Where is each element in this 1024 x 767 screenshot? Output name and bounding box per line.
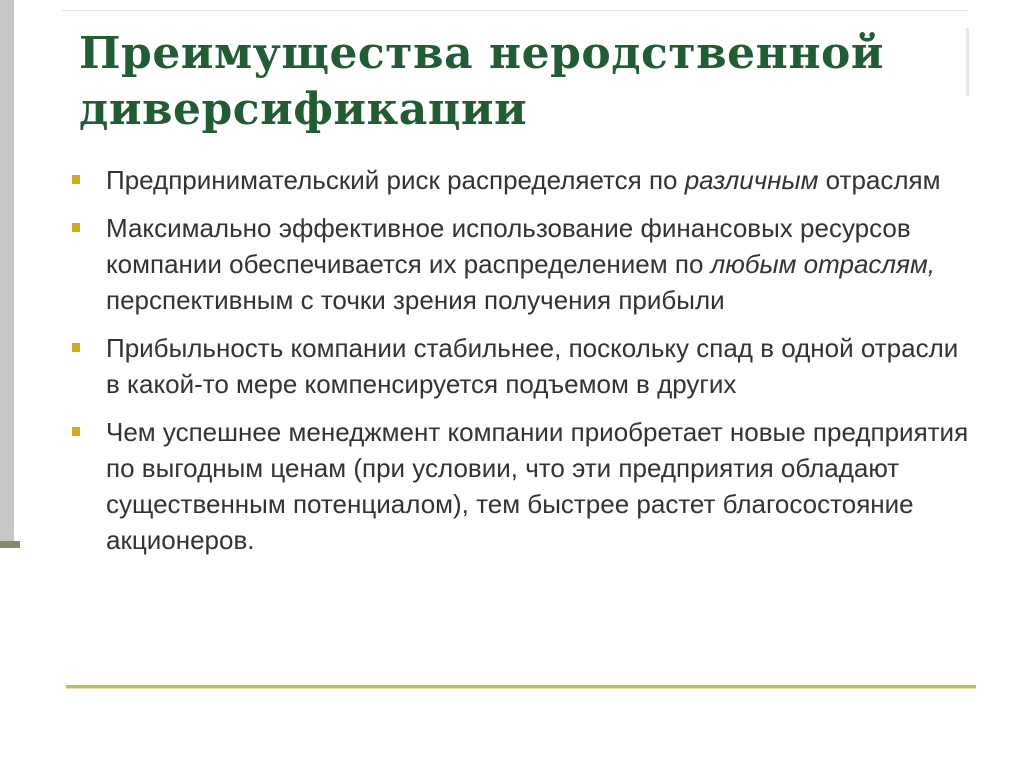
slide-title-line-2: диверсификации xyxy=(79,84,528,135)
square-bullet-icon xyxy=(72,427,80,436)
bullet-item xyxy=(72,162,972,198)
bullet-text-after: отраслям xyxy=(818,165,941,195)
bullet-text-before: Прибыльность компании стабильнее, поскольку спад в одной отрасли в какой-то мере компенсируется подъемом в других xyxy=(106,333,959,399)
bullet-text-emphasis: различным xyxy=(684,165,819,195)
bullet-list xyxy=(72,162,972,570)
bullet-text-before: Максимально эффективное использование финансовых ресурсов компании обеспечивается их распределением по xyxy=(106,213,911,279)
bullet-item xyxy=(72,414,972,558)
left-side-bar-base xyxy=(0,541,20,548)
bullet-text xyxy=(106,417,968,555)
title-top-rule xyxy=(62,10,968,11)
square-bullet-icon xyxy=(72,343,80,352)
bottom-rule-shadow xyxy=(66,688,976,689)
square-bullet-icon xyxy=(72,175,80,184)
bullet-text xyxy=(106,213,935,315)
bullet-text-before: Чем успешнее менеджмент компании приобретает новые предприятия по выгодным ценам (при условии, что эти предприятия обладают существенным потенциалом), тем быстрее растет благосостояние акционеров. xyxy=(106,417,969,555)
bullet-item xyxy=(72,330,972,402)
bullet-text xyxy=(106,165,941,195)
slide-title xyxy=(79,26,979,138)
left-side-bar xyxy=(0,0,14,548)
square-bullet-icon xyxy=(72,223,80,232)
slide-title-line-1: Преимущества неродственной xyxy=(79,28,885,79)
bullet-text-before: Предпринимательский риск распределяется по xyxy=(106,165,685,195)
bullet-text xyxy=(106,333,958,399)
bullet-text-emphasis: любым отраслям, xyxy=(710,249,936,279)
bullet-item xyxy=(72,210,972,318)
bullet-text-after: перспективным с точки зрения получения прибыли xyxy=(106,285,725,315)
